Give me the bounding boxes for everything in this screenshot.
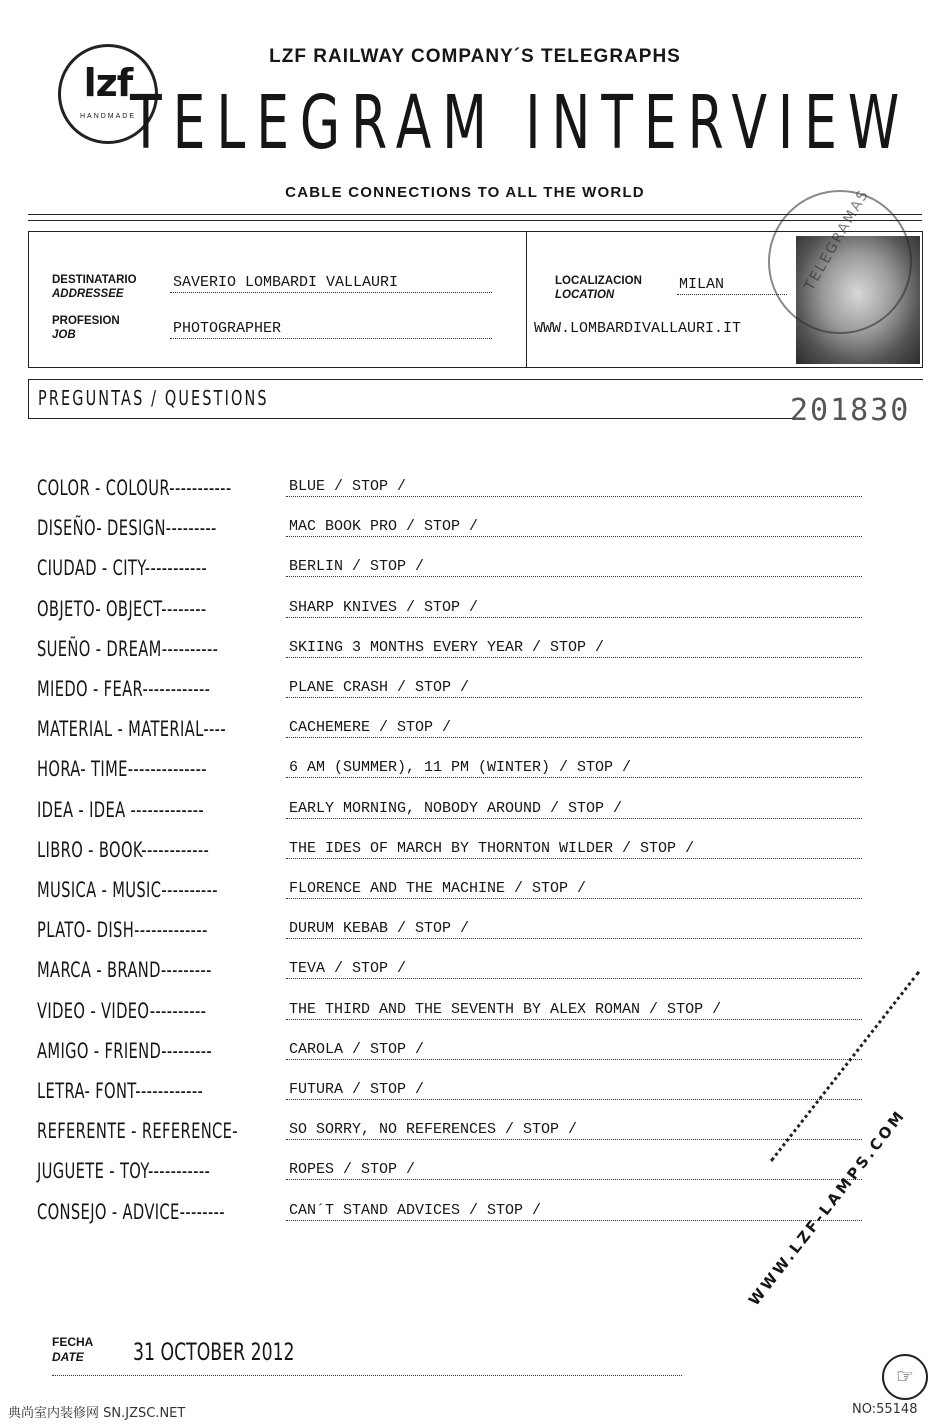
question-label: MUSICA - MUSIC----------	[37, 878, 218, 902]
question-label: LIBRO - BOOK------------	[37, 838, 210, 862]
question-label: PLATO- DISH-------------	[37, 918, 208, 942]
location-value: MILAN	[679, 276, 725, 293]
postmark-stamp	[768, 186, 912, 334]
answer-line	[286, 1220, 862, 1221]
questions-title: PREGUNTAS / QUESTIONS	[38, 386, 269, 410]
question-label: JUGUETE - TOY-----------	[37, 1159, 211, 1183]
addressee-label-en: ADDRESSEE	[52, 288, 124, 300]
source-credits: 典尚室内装修网 SN.JZSC.NET	[8, 1406, 186, 1421]
website-value: WWW.LOMBARDIVALLAURI.IT	[534, 320, 742, 337]
question-answer: THE THIRD AND THE SEVENTH BY ALEX ROMAN / STOP /	[289, 1001, 722, 1018]
answer-line	[286, 657, 862, 658]
question-label: IDEA - IDEA -------------	[37, 798, 205, 822]
image-number: NO:55148	[852, 1402, 918, 1417]
question-label: VIDEO - VIDEO----------	[37, 999, 207, 1023]
question-answer: FLORENCE AND THE MACHINE / STOP /	[289, 880, 587, 897]
company-name: LZF RAILWAY COMPANY´S TELEGRAPHS	[269, 46, 681, 67]
date-line	[52, 1375, 682, 1376]
question-label: REFERENTE - REFERENCE-	[37, 1119, 238, 1143]
addressee-label-es: DESTINATARIO	[52, 274, 137, 286]
logo-text: lzf	[83, 61, 133, 105]
answer-line	[286, 1059, 862, 1060]
answer-line	[286, 617, 862, 618]
location-label	[555, 274, 642, 302]
serial-number: 201830	[790, 393, 911, 428]
answer-line	[286, 978, 862, 979]
question-label: MATERIAL - MATERIAL----	[37, 717, 226, 741]
answer-line	[286, 496, 862, 497]
date-label-es: FECHA	[52, 1335, 94, 1349]
question-answer: FUTURA / STOP /	[289, 1081, 425, 1098]
question-answer: PLANE CRASH / STOP /	[289, 679, 470, 696]
question-label: MIEDO - FEAR------------	[37, 677, 211, 701]
questions-bar-left	[28, 379, 29, 419]
question-label: AMIGO - FRIEND---------	[37, 1039, 213, 1063]
job-label-es: PROFESION	[52, 315, 120, 327]
page-title: TELEGRAM INTERVIEW	[130, 80, 911, 166]
addressee-label	[52, 273, 137, 301]
question-label: CIUDAD - CITY-----------	[37, 556, 208, 580]
location-line	[677, 294, 787, 295]
answer-line	[286, 536, 862, 537]
job-line	[170, 338, 492, 339]
logo-subtitle: HANDMADE	[79, 113, 137, 120]
answer-line	[286, 1139, 862, 1140]
answer-line	[286, 858, 862, 859]
question-answer: 6 AM (SUMMER), 11 PM (WINTER) / STOP /	[289, 759, 632, 776]
question-label: DISEÑO- DESIGN---------	[37, 516, 217, 540]
question-answer: SO SORRY, NO REFERENCES / STOP /	[289, 1121, 578, 1138]
answer-line	[286, 737, 862, 738]
answer-line	[286, 898, 862, 899]
job-label	[52, 314, 120, 342]
question-answer: BERLIN / STOP /	[289, 558, 425, 575]
question-answer: CAN´T STAND ADVICES / STOP /	[289, 1202, 542, 1219]
question-label: SUEÑO - DREAM----------	[37, 637, 219, 661]
question-label: MARCA - BRAND---------	[37, 958, 212, 982]
answer-line	[286, 1099, 862, 1100]
lzf-website[interactable]: WWW.LZF-LAMPS.COM	[745, 1105, 910, 1310]
question-answer: THE IDES OF MARCH BY THORNTON WILDER / STOP /	[289, 840, 695, 857]
date-label	[52, 1335, 93, 1365]
question-answer: SHARP KNIVES / STOP /	[289, 599, 479, 616]
location-label-en: LOCATION	[555, 289, 615, 301]
answer-line	[286, 1019, 862, 1020]
job-label-en: JOB	[52, 329, 76, 341]
question-label: LETRA- FONT------------	[37, 1079, 204, 1103]
question-label: COLOR - COLOUR-----------	[37, 476, 232, 500]
box-divider	[526, 232, 527, 367]
questions-bar-bottom	[28, 418, 793, 419]
question-answer: SKIING 3 MONTHS EVERY YEAR / STOP /	[289, 639, 605, 656]
questions-bar-top	[28, 379, 923, 380]
question-label: OBJETO- OBJECT--------	[37, 597, 207, 621]
question-answer: BLUE / STOP /	[289, 478, 407, 495]
date-value: 31 OCTOBER 2012	[133, 1338, 295, 1366]
location-label-es: LOCALIZACION	[555, 275, 642, 287]
answer-line	[286, 697, 862, 698]
question-answer: ROPES / STOP /	[289, 1161, 416, 1178]
tagline: CABLE CONNECTIONS TO ALL THE WORLD	[285, 184, 645, 201]
question-label: HORA- TIME--------------	[37, 757, 207, 781]
answer-line	[286, 818, 862, 819]
addressee-value: SAVERIO LOMBARDI VALLAURI	[173, 274, 399, 291]
question-label: CONSEJO - ADVICE--------	[37, 1200, 225, 1224]
question-answer: EARLY MORNING, NOBODY AROUND / STOP /	[289, 800, 623, 817]
answer-line	[286, 938, 862, 939]
question-answer: CACHEMERE / STOP /	[289, 719, 452, 736]
perforation-line	[770, 971, 920, 1162]
job-value: PHOTOGRAPHER	[173, 320, 282, 337]
stamp-text: TELEGRAMAS	[801, 186, 873, 294]
question-answer: MAC BOOK PRO / STOP /	[289, 518, 479, 535]
question-answer: CAROLA / STOP /	[289, 1041, 425, 1058]
lamp-icon: ☞	[882, 1354, 928, 1400]
answer-line	[286, 576, 862, 577]
addressee-line	[170, 292, 492, 293]
date-label-en: DATE	[52, 1350, 84, 1364]
question-answer: DURUM KEBAB / STOP /	[289, 920, 470, 937]
answer-line	[286, 777, 862, 778]
answer-line	[286, 1179, 862, 1180]
question-answer: TEVA / STOP /	[289, 960, 407, 977]
